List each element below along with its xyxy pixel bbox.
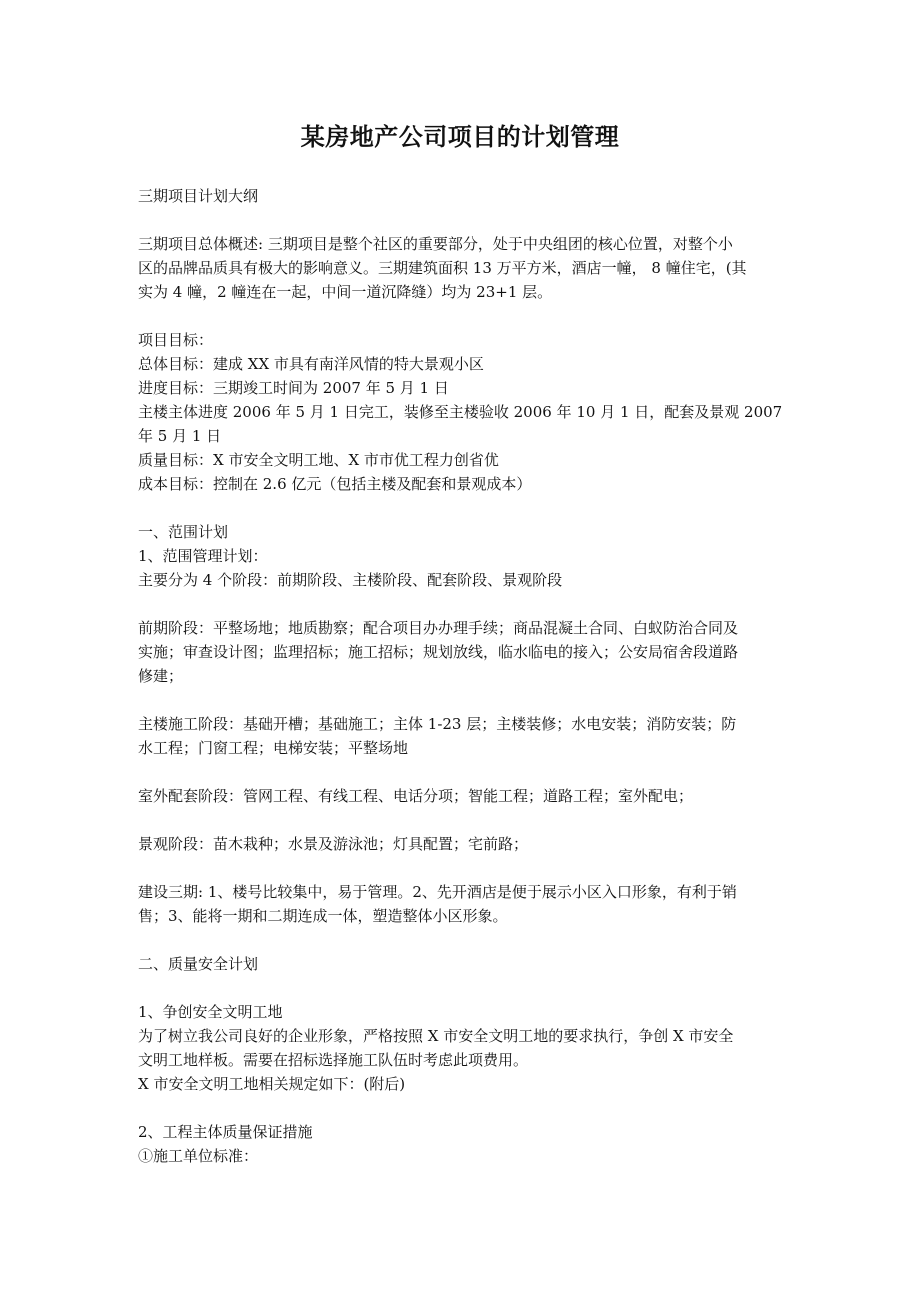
paragraph-gap	[138, 1096, 784, 1120]
paragraph-gap	[138, 856, 784, 880]
text-line: 质量目标：X 市安全文明工地、X 市市优工程力创省优	[138, 451, 499, 469]
text-line: 三期项目计划大纲	[138, 187, 259, 205]
text-line: 二、质量安全计划	[138, 955, 259, 973]
text-line: ①施工单位标准：	[138, 1147, 259, 1165]
text-line: 区的品牌品质具有极大的影响意义。三期建筑面积 13 万平方米，酒店一幢， 8 幢住宅，(其	[138, 259, 747, 277]
text-line: 2、工程主体质量保证措施	[138, 1123, 313, 1141]
paragraph-gap	[138, 304, 784, 328]
text-line: 项目目标：	[138, 331, 214, 349]
text-line: 1、争创安全文明工地	[138, 1003, 283, 1021]
paragraph-gap	[138, 592, 784, 616]
paragraph-gap	[138, 808, 784, 832]
document-body	[138, 184, 784, 1168]
text-line: 主楼施工阶段：基础开槽；基础施工；主体 1-23 层；主楼装修；水电安装；消防安装；防	[138, 715, 737, 733]
text-line: 进度目标：三期竣工时间为 2007 年 5 月 1 日	[138, 379, 449, 397]
text-line: 实为 4 幢，2 幢连在一起，中间一道沉降缝）均为 23+1 层。	[138, 283, 553, 301]
document-title: 某房地产公司项目的计划管理	[300, 122, 620, 151]
text-line: 主楼主体进度 2006 年 5 月 1 日完工，装修至主楼验收 2006 年 10 月 1 日，配套及景观 2007	[138, 403, 783, 421]
text-line: 实施；审查设计图；监理招标；施工招标；规划放线，临水临电的接入；公安局宿舍段道路	[138, 643, 739, 661]
text-line: 售；3、能将一期和二期连成一体，塑造整体小区形象。	[138, 907, 508, 925]
paragraph-gap	[138, 760, 784, 784]
text-line: 修建；	[138, 667, 184, 685]
text-line: 为了树立我公司良好的企业形象，严格按照 X 市安全文明工地的要求执行，争创 X 市安全	[138, 1027, 734, 1045]
text-line: 主要分为 4 个阶段：前期阶段、主楼阶段、配套阶段、景观阶段	[138, 571, 563, 589]
text-line: 景观阶段：苗木栽种；水景及游泳池；灯具配置；宅前路；	[138, 835, 529, 853]
text-line: 文明工地样板。需要在招标选择施工队伍时考虑此项费用。	[138, 1051, 529, 1069]
paragraph-gap	[138, 976, 784, 1000]
paragraph-gap	[138, 496, 784, 520]
text-line: 室外配套阶段：管网工程、有线工程、电话分项；智能工程；道路工程；室外配电；	[138, 787, 694, 805]
paragraph-gap	[138, 688, 784, 712]
text-line: 三期项目总体概述: 三期项目是整个社区的重要部分，处于中央组团的核心位置，对整个小	[138, 235, 733, 253]
paragraph-gap	[138, 928, 784, 952]
text-line: 一、范围计划	[138, 523, 229, 541]
paragraph-gap	[138, 208, 784, 232]
text-line: 前期阶段：平整场地；地质勘察；配合项目办办理手续；商品混凝土合同、白蚁防治合同及	[138, 619, 739, 637]
text-line: 成本目标：控制在 2.6 亿元（包括主楼及配套和景观成本）	[138, 475, 532, 493]
text-line: 1、范围管理计划：	[138, 547, 268, 565]
text-line: 建设三期: 1、楼号比较集中，易于管理。2、先开酒店是便于展示小区入口形象，有利于销	[138, 883, 737, 901]
text-line: X 市安全文明工地相关规定如下：(附后)	[138, 1075, 406, 1093]
text-line: 年 5 月 1 日	[138, 427, 222, 445]
text-line: 总体目标：建成 XX 市具有南洋风情的特大景观小区	[138, 355, 484, 373]
text-line: 水工程；门窗工程；电梯安装；平整场地	[138, 739, 409, 757]
